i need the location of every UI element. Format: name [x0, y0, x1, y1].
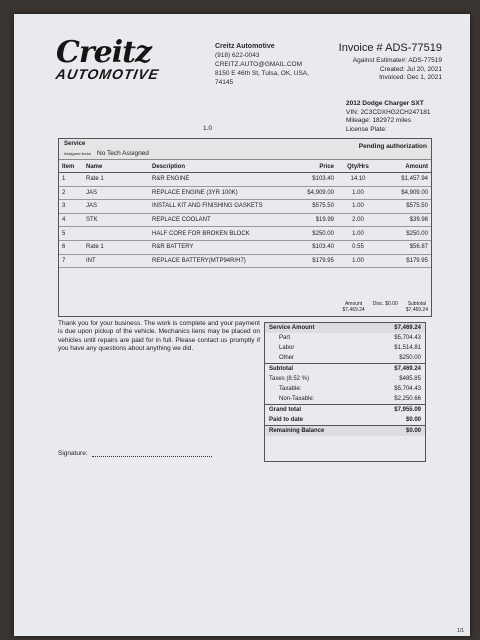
- summary-nontaxable: Non-Taxable: $2,250.66: [279, 396, 421, 402]
- cell-price: $179.95: [287, 254, 337, 268]
- service-totals: [342, 301, 428, 313]
- cell-name: JAS: [83, 186, 149, 200]
- col-price: Price: [287, 160, 337, 173]
- cell-qty: 14.10: [337, 173, 379, 187]
- cell-qty: 2.00: [337, 213, 379, 227]
- table-row: [59, 173, 431, 187]
- table-row: [59, 254, 431, 268]
- vehicle-name: 2012 Dodge Charger SXT: [346, 100, 424, 107]
- cell-price: $103.40: [287, 173, 337, 187]
- logo-script: Creitz: [56, 35, 152, 70]
- service-amount-total: [342, 301, 364, 313]
- summary-part: Part $5,704.43: [279, 335, 421, 341]
- company-address-line1: 8150 E 46th St, Tulsa, OK, USA,: [215, 70, 309, 77]
- vehicle-mileage: Mileage: 182972 miles: [346, 117, 412, 124]
- service-label: Service: [64, 141, 86, 147]
- cell-price: $19.99: [287, 213, 337, 227]
- cell-description: REPLACE BATTERY(MTP94R/H7): [149, 254, 287, 268]
- cell-qty: 1.00: [337, 227, 379, 241]
- disc-label: Disc.: [372, 301, 384, 307]
- cell-item: 7: [59, 254, 83, 268]
- cell-item: 2: [59, 186, 83, 200]
- cell-name: STK: [83, 213, 149, 227]
- cell-description: INSTALL KIT AND FINISHING GASKETS: [149, 200, 287, 214]
- service-items-table: [59, 160, 431, 268]
- cell-qty: 0.55: [337, 240, 379, 254]
- amount-value: $7,469.24: [342, 307, 365, 313]
- vehicle-info: [346, 100, 431, 134]
- table-row: [59, 186, 431, 200]
- cell-item: 5: [59, 227, 83, 241]
- summary-taxes: Taxes (8.52 %) $485.85: [269, 376, 421, 382]
- invoiced-date: Invoiced: Dec 1, 2021: [379, 74, 442, 81]
- table-header-row: [59, 160, 431, 173]
- cell-qty: 1.00: [337, 254, 379, 268]
- vehicle-vin: VIN: 2C3CDXHG2CH247181: [346, 108, 431, 116]
- summary-service-amount: Service Amount $7,469.24: [265, 323, 425, 333]
- assigned-tech: No Tech Assigned: [97, 150, 149, 157]
- cell-name: JAS: [83, 200, 149, 214]
- cell-amount: $575.50: [379, 200, 431, 214]
- table-row: [59, 240, 431, 254]
- signature-label: Signature:: [58, 450, 88, 457]
- invoice-number: Invoice # ADS-77519: [338, 42, 442, 54]
- assigned-caption: Assigned techs: [64, 151, 92, 156]
- service-subtotal: [406, 301, 428, 313]
- company-phone: (918) 622-0043: [215, 52, 260, 59]
- col-amount: Amount: [379, 160, 431, 173]
- cell-price: $103.40: [287, 240, 337, 254]
- thank-you-note: Thank you for your business. The work is complete and your payment is due upon pickup of the vehicle. Mechanics liens may be placed on vehicles until repairs are paid for in full. Please contact us promptly if you have any questions about anything we did.: [58, 320, 260, 353]
- subtotal-label: Subtotal: [407, 301, 427, 307]
- cell-amount: $1,457.94: [379, 173, 431, 187]
- service-header: [59, 139, 431, 160]
- summary-paid: Paid to date $0.00: [269, 417, 421, 423]
- cell-qty: 1.00: [337, 186, 379, 200]
- cell-description: REPLACE COOLANT: [149, 213, 287, 227]
- summary-other: Other $250.00: [279, 355, 421, 361]
- created-date: Created: Jul 20, 2021: [379, 65, 442, 73]
- company-info: [215, 42, 309, 87]
- company-address-line2: 74145: [215, 79, 234, 86]
- version-number: 1.0: [203, 125, 213, 132]
- cell-amount: $250.00: [379, 227, 431, 241]
- col-description: Description: [149, 160, 287, 173]
- summary-taxable: Taxable: $5,704.43: [279, 386, 421, 392]
- cell-name: Rate 1: [83, 240, 149, 254]
- service-section: [58, 138, 432, 317]
- cell-description: HALF CORE FOR BROKEN BLOCK: [149, 227, 287, 241]
- signature-line: [92, 456, 212, 457]
- summary-remaining: Remaining Balance $0.00: [265, 425, 425, 436]
- cell-item: 1: [59, 173, 83, 187]
- service-items-body: [59, 173, 431, 268]
- company-name: Creitz Automotive: [215, 43, 275, 50]
- payment-summary: [264, 322, 426, 462]
- table-row: [59, 227, 431, 241]
- cell-item: 3: [59, 200, 83, 214]
- col-item: Item: [59, 160, 83, 173]
- service-discount: [373, 301, 398, 313]
- cell-price: $575.50: [287, 200, 337, 214]
- cell-description: R&R BATTERY: [149, 240, 287, 254]
- cell-amount: $179.95: [379, 254, 431, 268]
- cell-name: INT: [83, 254, 149, 268]
- cell-price: $250.00: [287, 227, 337, 241]
- cell-name: [83, 227, 149, 241]
- status-badge: Pending authorization: [358, 143, 427, 150]
- table-row: [59, 200, 431, 214]
- company-email: CREITZ.AUTO@GMAIL.COM: [215, 61, 303, 68]
- company-logo: [54, 35, 206, 86]
- page-number: 1/1: [457, 628, 464, 634]
- col-qty: Qty/Hrs: [337, 160, 379, 173]
- vehicle-plate: License Plate:: [346, 125, 387, 133]
- cell-name: Rate 1: [83, 173, 149, 187]
- col-name: Name: [83, 160, 149, 173]
- cell-item: 6: [59, 240, 83, 254]
- cell-description: REPLACE ENGINE (3YR 100K): [149, 186, 287, 200]
- disc-value: $0.00: [385, 301, 398, 307]
- cell-amount: $56.87: [379, 240, 431, 254]
- invoice-header: [339, 42, 442, 83]
- summary-subtotal: Subtotal $7,469.24: [265, 363, 425, 374]
- summary-labor: Labor $1,514.81: [279, 345, 421, 351]
- estimate-number: Against Estimate#: ADS-77519: [352, 57, 442, 64]
- cell-description: R&R ENGINE: [149, 173, 287, 187]
- cell-price: $4,909.00: [287, 186, 337, 200]
- subtotal-value: $7,469.24: [405, 307, 428, 313]
- cell-item: 4: [59, 213, 83, 227]
- table-row: [59, 213, 431, 227]
- logo-subtitle: AUTOMOTIVE: [54, 66, 161, 82]
- cell-qty: 1.00: [337, 200, 379, 214]
- cell-amount: $4,909.00: [379, 186, 431, 200]
- cell-amount: $39.98: [379, 213, 431, 227]
- amount-label: Amount: [344, 301, 363, 307]
- summary-grand-total: Grand total $7,955.09: [265, 404, 425, 415]
- signature-field: [58, 450, 212, 457]
